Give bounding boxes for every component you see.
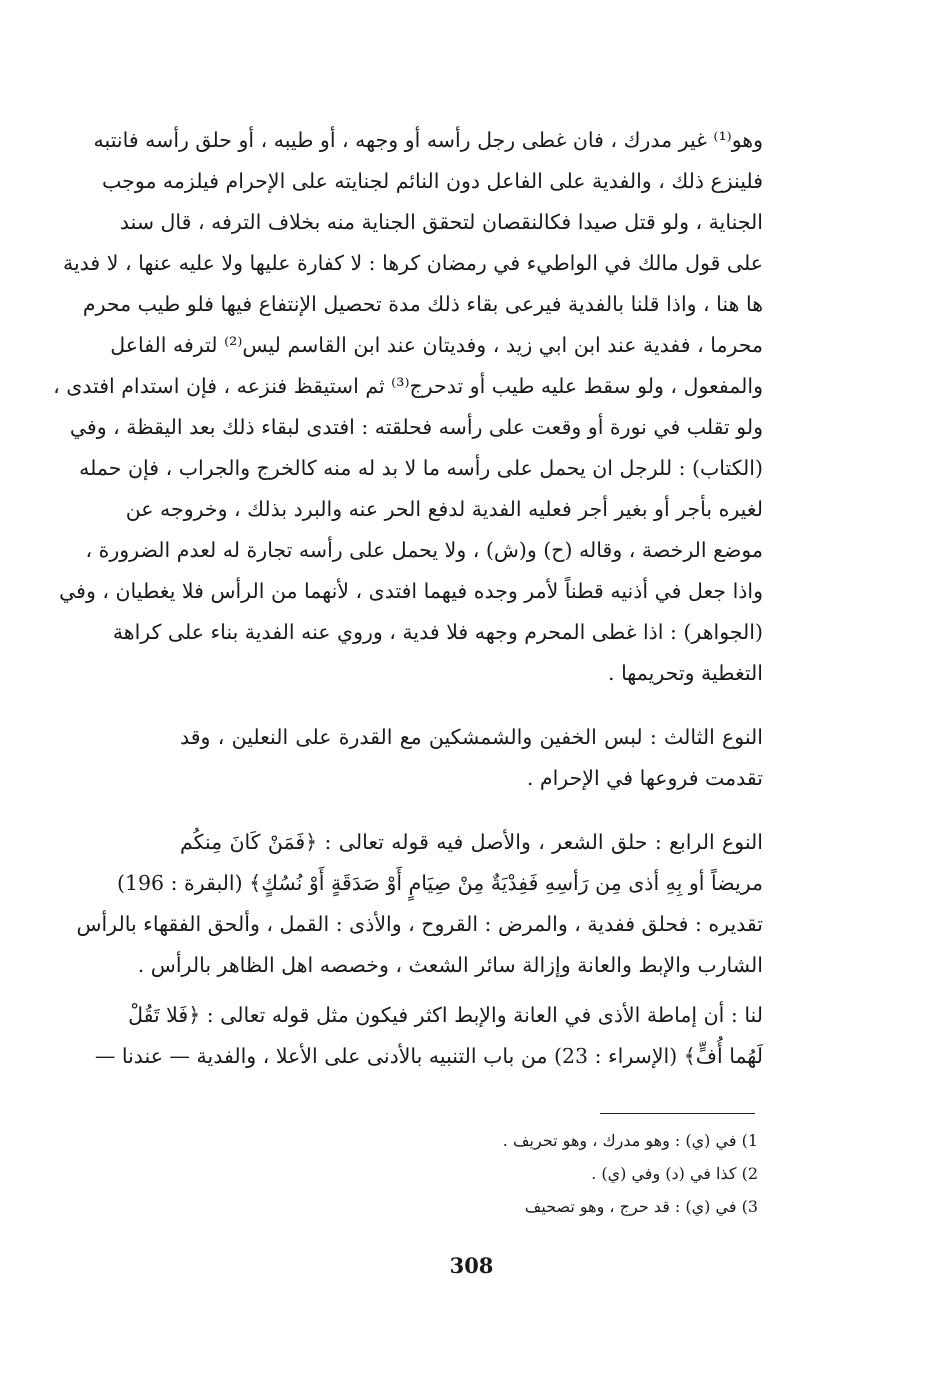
body-line: الجناية ، ولو قتل صيدا فكالنقصان لتحقق الجناية منه بخلاف الترفه ، قال سند (119, 210, 763, 234)
page-number: 308 (449, 1253, 494, 1278)
body-line: لغيره بأجر أو بغير أجر فعليه الفدية لدفع الحر عنه والبرد بذلك ، وخروجه عن (125, 497, 763, 521)
body-line: محرما ، ففدية عند ابن ابي زيد ، وفديتان عند ابن القاسم ليس⁽²⁾ لترفه الفاعل (110, 333, 763, 357)
body-line: (الجواهر) : اذا غطى المحرم وجهه فلا فدية ، وروي عنه الفدية بناء على كراهة (112, 620, 763, 644)
quran-verse-line: لَهُما أُفٍّ﴾ (الإسراء : 23) من باب التنبيه بالأدنى على الأعلا ، والفدية — عندنا — (94, 1044, 763, 1068)
body-line: ولو تقلب في نورة أو وقعت على رأسه فحلقته : افتدى لبقاء ذلك بعد اليقظة ، وفي (69, 415, 763, 439)
footnote: 3) في (ي) : قد حرج ، وهو تصحيف (524, 1197, 758, 1216)
body-line: ها هنا ، واذا قلنا بالفدية فيرعى بقاء ذلك مدة تحصيل الإنتفاع فيها فلو طيب محرم (82, 292, 763, 316)
body-line: تقدمت فروعها في الإحرام . (526, 766, 763, 790)
footnote: 2) كذا في (د) وفي (ي) . (591, 1164, 758, 1183)
body-line: موضع الرخصة ، وقاله (ح) و(ش) ، ولا يحمل على رأسه تجارة له لعدم الضرورة ، (85, 538, 763, 562)
section-heading-line: النوع الثالث : لبس الخفين والشمشكين مع القدرة على النعلين ، وقد (180, 725, 763, 749)
body-line: وهو⁽¹⁾ غير مدرك ، فان غطى رجل رأسه أو وجهه ، أو طيبه ، أو حلق رأسه فانتبه (93, 128, 763, 152)
body-line: تقديره : فحلق ففدية ، والمرض : القروح ، والأذى : القمل ، وألحق الفقهاء بالرأس (76, 912, 763, 936)
body-line: على قول مالك في الواطيء في رمضان كرها : لا كفارة عليها ولا عليه عنها ، لا فدية (62, 251, 763, 275)
quran-verse-line: مريضاً أو بِهِ أذى مِن رَأسِهِ فَفِدْيَةٌ مِنْ صِيَامٍ أَوْ صَدَقَةٍ أَوْ نُسُكٍ﴾ (البقرة : 196) (116, 871, 763, 895)
section-heading-line: النوع الرابع : حلق الشعر ، والأصل فيه قوله تعالى : ﴿فَمَنْ كَانَ مِنكُم (180, 830, 763, 854)
body-line: التغطية وتحريمها . (608, 661, 763, 685)
body-line: فلينزع ذلك ، والفدية على الفاعل دون النائم لجنايته على الإحرام فيلزمه موجب (102, 169, 763, 193)
body-line: والمفعول ، ولو سقط عليه طيب أو تدحرج⁽³⁾ ثم استيقظ فنزعه ، فإن استدام افتدى ، (53, 374, 763, 398)
body-line: الشارب والإبط والعانة وإزالة سائر الشعث ، وخصصه اهل الظاهر بالرأس . (137, 953, 763, 977)
body-line: لنا : أن إماطة الأذى في العانة والإبط اكثر فيكون مثل قوله تعالى : ﴿فَلا تَقُلْ (128, 1003, 763, 1027)
footnote: 1) في (ي) : وهو مدرك ، وهو تحريف . (502, 1131, 758, 1150)
body-line: (الكتاب) : للرجل ان يحمل على رأسه ما لا بد له منه كالخرج والجراب ، فإن حمله (79, 456, 763, 480)
footnote-separator (600, 1113, 755, 1114)
body-line: واذا جعل في أذنيه قطناً لأمر وجده فيهما افتدى ، لأنهما من الرأس فلا يغطيان ، وفي (59, 579, 763, 603)
